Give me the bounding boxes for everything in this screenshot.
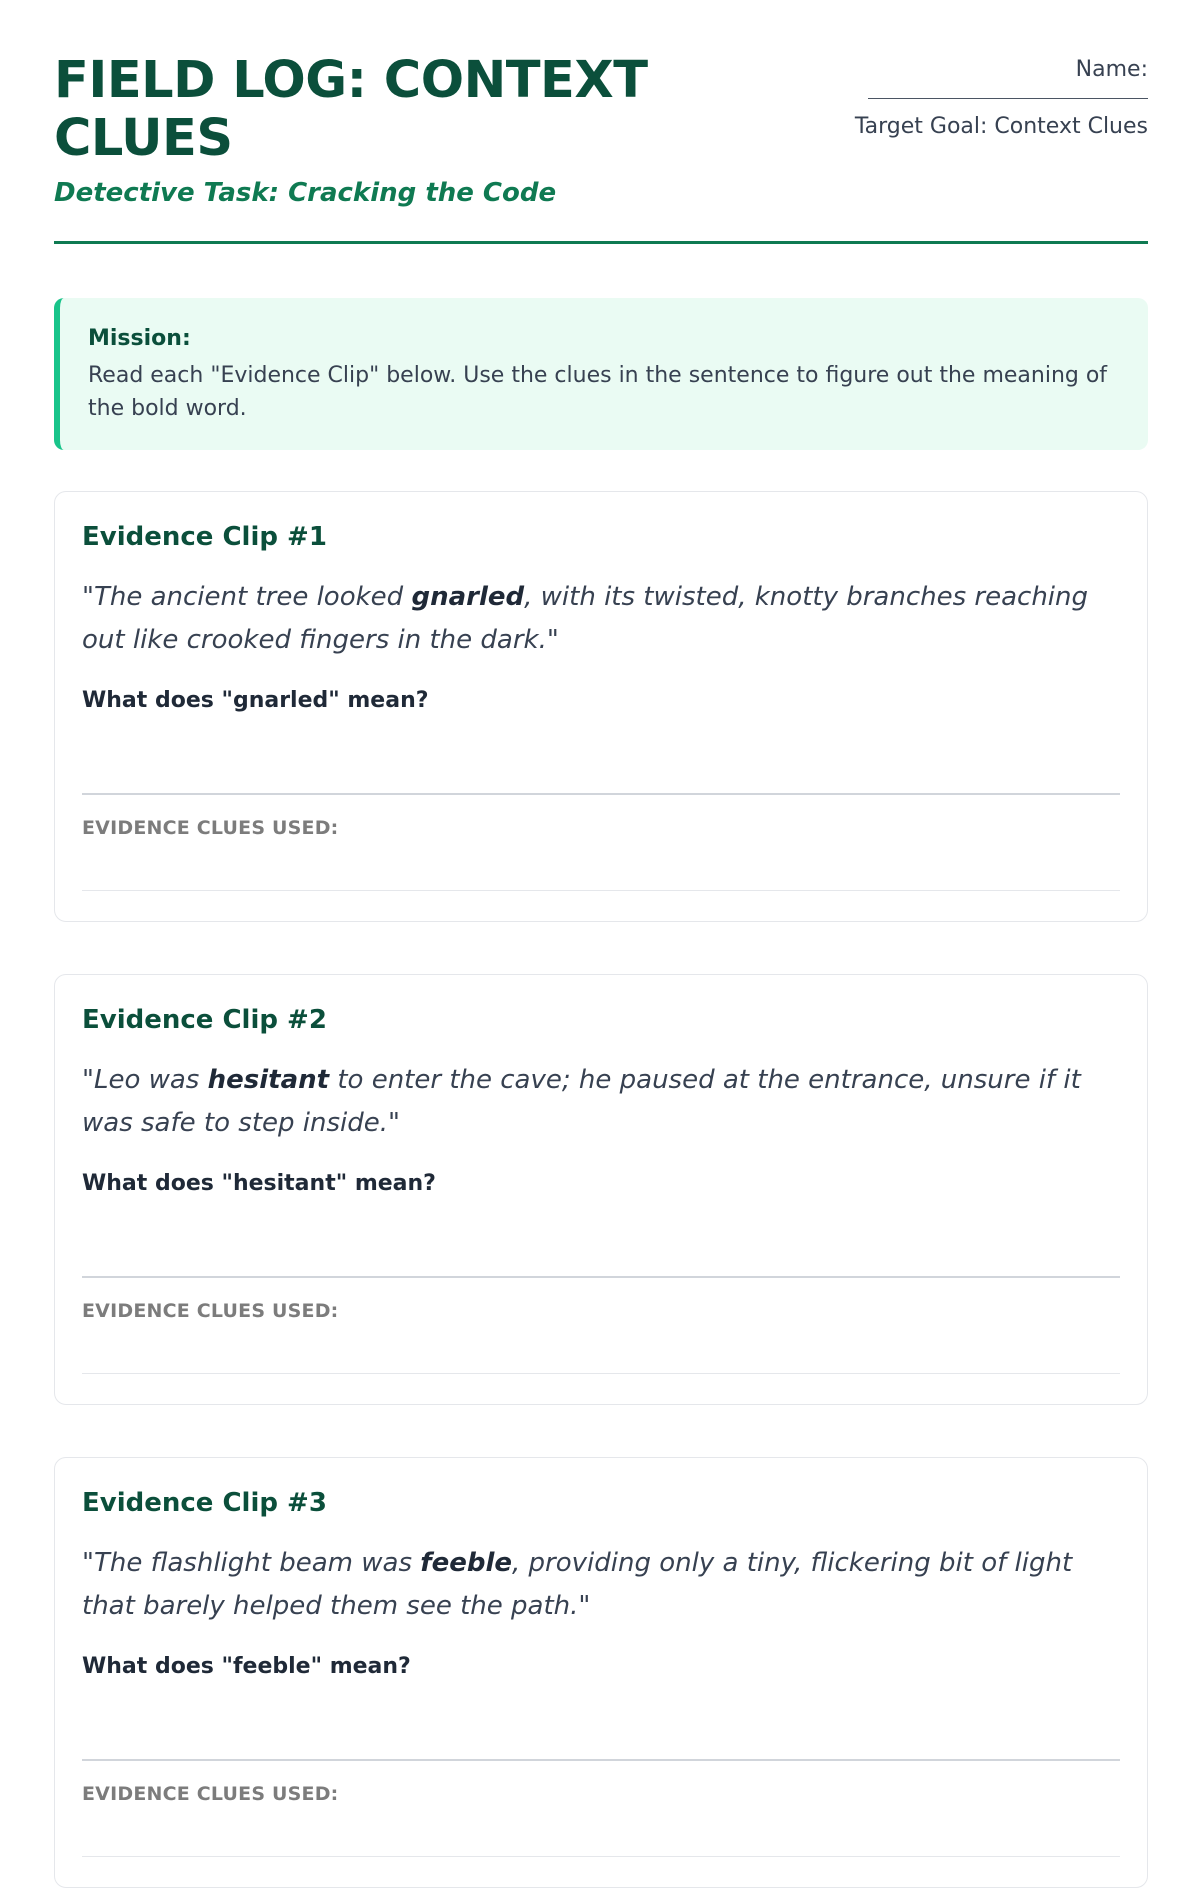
page-subtitle: Detective Task: Cracking the Code	[54, 178, 557, 208]
evidence-clip-1	[54, 491, 1148, 922]
clip-title: Evidence Clip #3	[82, 1488, 327, 1518]
answer-line[interactable]	[82, 1276, 1120, 1278]
target-goal: Target Goal: Context Clues	[854, 114, 1148, 139]
page-title: FIELD LOG: CONTEXT CLUES	[54, 51, 648, 168]
name-field[interactable]	[868, 98, 1148, 99]
clip-quote	[82, 1542, 1102, 1628]
clip-title: Evidence Clip #1	[82, 522, 327, 552]
vocab-word: feeble	[420, 1548, 513, 1578]
quote-text: to enter the cave; he paused at the entrance, unsure if it was safe to step inside."	[82, 1065, 1081, 1138]
quote-text: "The ancient tree looked	[82, 582, 412, 612]
answer-line[interactable]	[82, 1759, 1120, 1761]
clues-line[interactable]	[82, 1856, 1120, 1857]
clues-line[interactable]	[82, 890, 1120, 891]
mission-text: Read each "Evidence Clip" below. Use the clues in the sentence to figure out the meaning of the bold word.	[88, 363, 1108, 421]
worksheet-page	[54, 0, 1148, 1805]
evidence-clip-2	[54, 974, 1148, 1405]
clip-question: What does "feeble" mean?	[82, 1654, 411, 1679]
quote-text: "Leo was	[82, 1065, 208, 1095]
evidence-clip-3	[54, 1457, 1148, 1888]
quote-text: , providing only a tiny, flickering bit of light that barely helped them see the path."	[82, 1548, 1073, 1621]
clues-label: EVIDENCE CLUES USED:	[82, 817, 339, 839]
clip-title: Evidence Clip #2	[82, 1005, 327, 1035]
clip-question: What does "hesitant" mean?	[82, 1171, 436, 1196]
worksheet-header	[54, 0, 1148, 244]
clip-quote	[82, 576, 1102, 662]
clip-quote	[82, 1059, 1102, 1145]
clip-question: What does "gnarled" mean?	[82, 688, 429, 713]
student-meta	[855, 56, 1148, 141]
quote-text: , with its twisted, knotty branches reaching out like crooked fingers in the dark."	[82, 582, 1089, 655]
name-label: Name:	[1075, 57, 1148, 82]
answer-line[interactable]	[82, 793, 1120, 795]
mission-box	[54, 298, 1148, 450]
vocab-word: gnarled	[411, 582, 525, 612]
mission-label: Mission:	[88, 326, 191, 351]
clues-line[interactable]	[82, 1373, 1120, 1374]
quote-text: "The flashlight beam was	[82, 1548, 421, 1578]
clues-label: EVIDENCE CLUES USED:	[82, 1783, 339, 1805]
clues-label: EVIDENCE CLUES USED:	[82, 1300, 339, 1322]
vocab-word: hesitant	[207, 1065, 330, 1095]
